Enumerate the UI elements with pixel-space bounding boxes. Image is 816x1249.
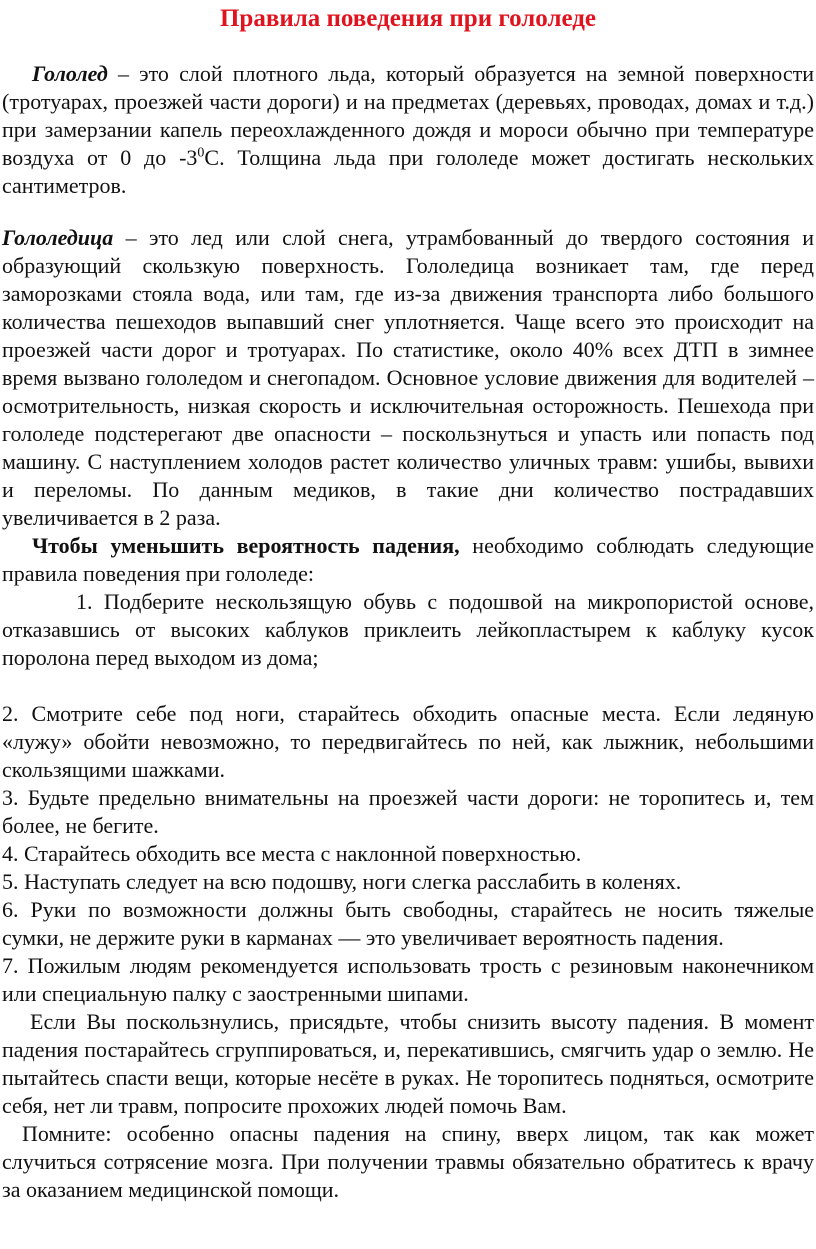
degree-superscript: 0 (197, 145, 205, 161)
rule-item-3: 3. Будьте предельно внимательны на проезжей части дороги: не торопитесь и, тем более, не бегите. (2, 785, 814, 838)
rule-item-7: 7. Пожилым людям рекомендуется использовать трость с резиновым наконечником или специальную палку с заостренными шипами. (2, 953, 814, 1006)
term-gololed: Гололед (32, 61, 108, 86)
rules-intro-text: необходимо соблюдать следующие правила поведения при гололеде: (2, 533, 814, 586)
rule-item-6: 6. Руки по возможности должны быть свободны, старайтесь не носить тяжелые сумки, не держите руки в карманах — это увеличивает вероятность падения. (2, 897, 814, 950)
term-gololeditsa: Гололедица (2, 225, 114, 250)
rule-item-2: 2. Смотрите себе под ноги, старайтесь обходить опасные места. Если ледяную «лужу» обойти невозможно, то передвигайтесь по ней, как лыжник, небольшими скользящими шажками. (2, 701, 814, 782)
paragraph-remember: Помните: особенно опасны падения на спину, вверх лицом, так как может случиться сотрясение мозга. При получении травмы обязательно обратитесь к врачу за оказанием медицинской помощи. (2, 1121, 814, 1202)
rule-item-1: 1. Подберите нескользящую обувь с подошвой на микропористой основе, отказавшись от высоких каблуков приклеить лейкопластырем к каблуку кусок поролона перед выходом из дома; (2, 589, 814, 670)
definition-gololed-text-end: С. Толщина льда при гололеде может достигать нескольких сантиметров. (2, 145, 815, 198)
rules-intro-bold: Чтобы уменьшить вероятность падения, (32, 533, 460, 558)
definition-gololeditsa (2, 224, 814, 532)
rule-item-4: 4. Старайтесь обходить все места с наклонной поверхностью. (2, 841, 582, 866)
definition-gololed-text: – это слой плотного льда, который образуется на земной поверхности (тротуарах, проезжей части дороги) и на предметах (деревьях, проводах, домах и т.д.) при замерзании капель переохлажденного дождя и мороси обычно при температуре воздуха от 0 до -3 (2, 61, 814, 170)
definition-gololed (2, 60, 814, 200)
rules-intro (2, 532, 814, 588)
paragraph-if-slipped: Если Вы поскользнулись, присядьте, чтобы снизить высоту падения. В момент падения постарайтесь сгруппироваться, и, перекатившись, смягчить удар о землю. Не пытайтесь спасти вещи, которые несёте в руках. Не торопитесь подняться, осмотрите себя, нет ли травм, попросите прохожих людей помочь Вам. (2, 1009, 814, 1118)
page-title: Правила поведения при гололеде (219, 5, 596, 32)
rule-item-5: 5. Наступать следует на всю подошву, ноги слегка расслабить в коленях. (2, 869, 682, 894)
definition-gololeditsa-text: – это лед или слой снега, утрамбованный до твердого состояния и образующий скользкую поверхность. Гололедица возникает там, где перед заморозками стояла вода, или там, где из-за движения транспорта либо большого количества пешеходов выпавший снег уплотняется. Чаще всего это происходит на проезжей части дорог и тротуарах. По статистике, около 40% всех ДТП в зимнее время вызвано гололедом и снегопадом. Основное условие движения для водителей – осмотрительность, низкая скорость и исключительная осторожность. Пешехода при гололеде подстерегают две опасности – поскользнуться и упасть или попасть под машину. С наступлением холодов растет количество уличных травм: ушибы, вывихи и переломы. По данным медиков, в такие дни количество пострадавших увеличивается в 2 раза. (2, 225, 814, 530)
